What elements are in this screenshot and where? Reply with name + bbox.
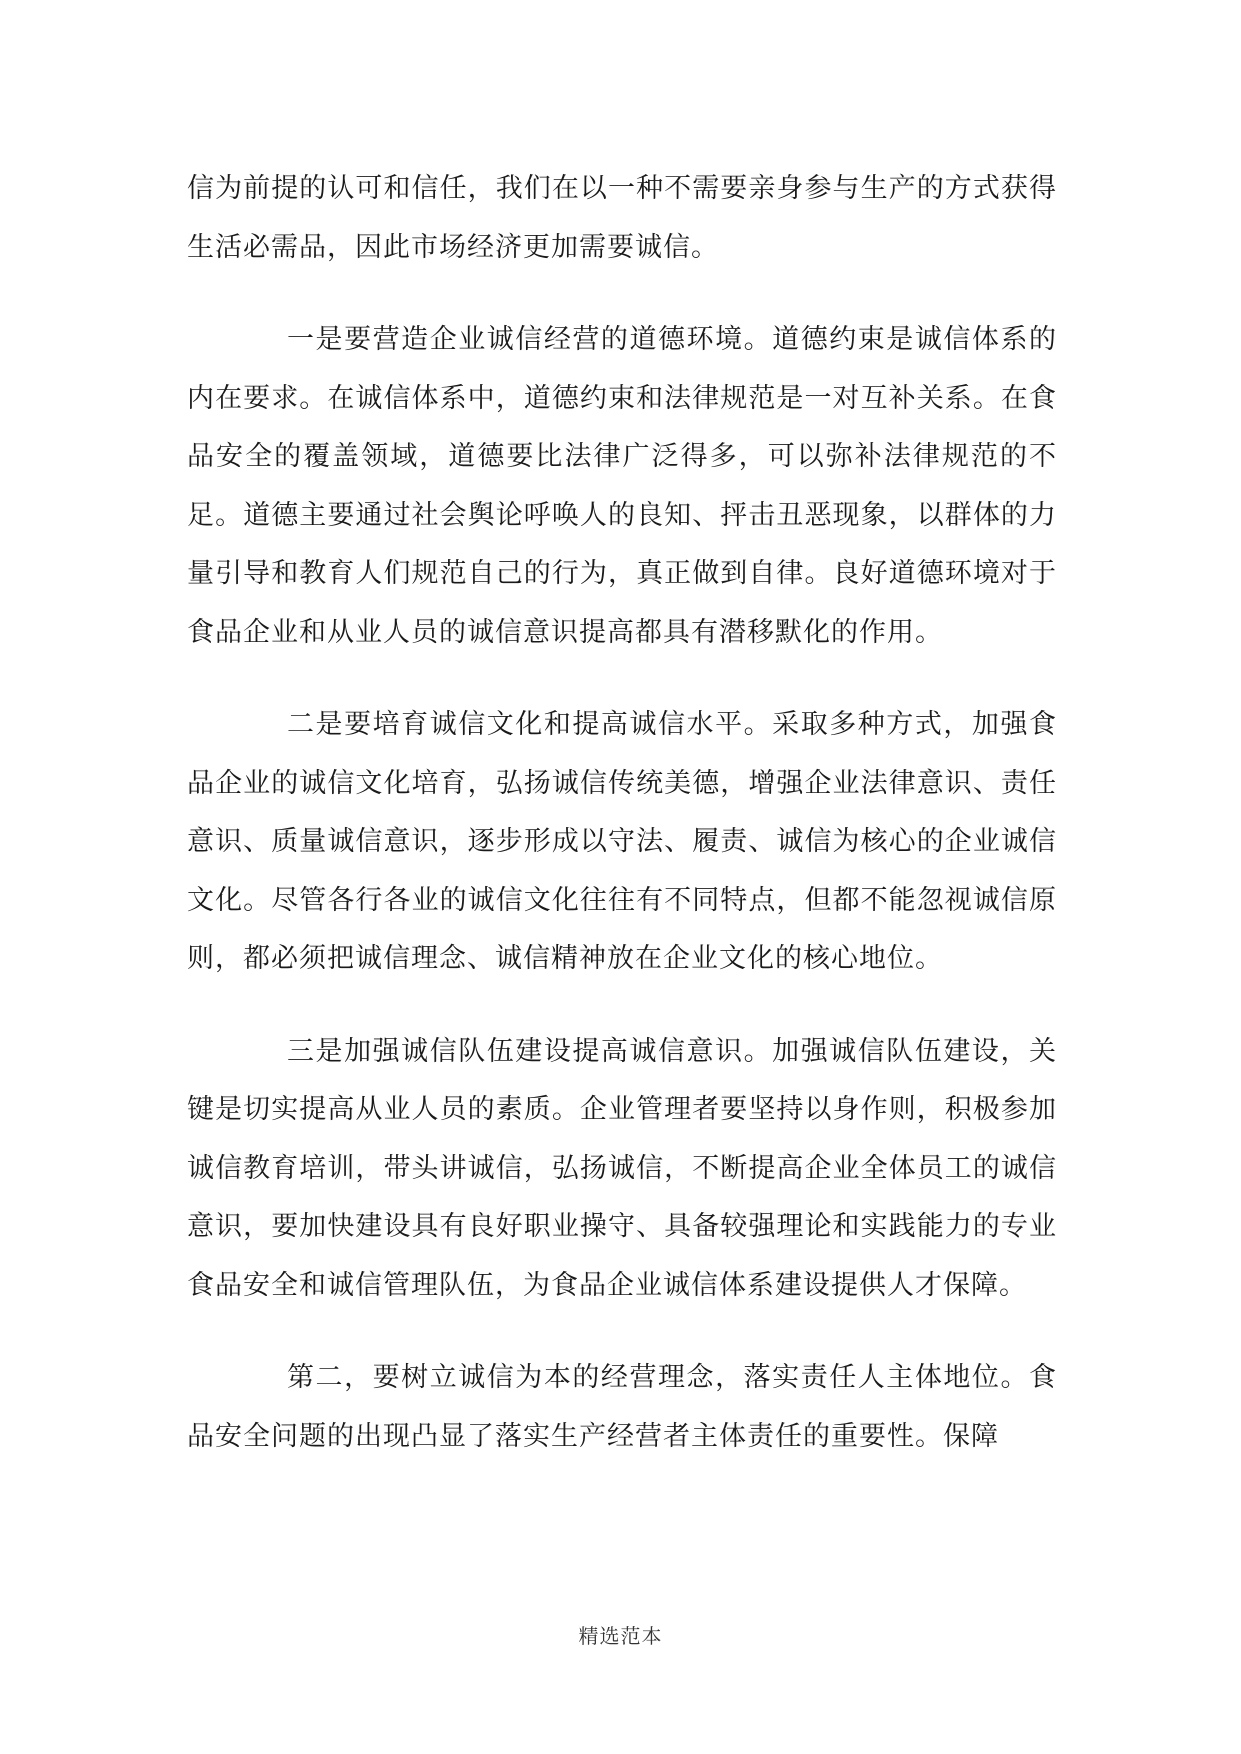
- document-body: [187, 160, 1057, 1500]
- paragraph-moral-environment: 一是要营造企业诚信经营的道德环境。道德约束是诚信体系的内在要求。在诚信体系中，道德约束和法律规范是一对互补关系。在食品安全的覆盖领域，道德要比法律广泛得多，可以弥补法律规范的不足。道德主要通过社会舆论呼唤人的良知、抨击丑恶现象，以群体的力量引导和教育人们规范自己的行为，真正做到自律。良好道德环境对于食品企业和从业人员的诚信意识提高都具有潜移默化的作用。: [187, 324, 1057, 648]
- paragraph-business-philosophy: 第二，要树立诚信为本的经营理念，落实责任人主体地位。食品安全问题的出现凸显了落实生产经营者主体责任的重要性。保障: [187, 1362, 1057, 1452]
- paragraph-integrity-culture: 二是要培育诚信文化和提高诚信水平。采取多种方式，加强食品企业的诚信文化培育，弘扬诚信传统美德，增强企业法律意识、责任意识、质量诚信意识，逐步形成以守法、履责、诚信为核心的企业诚信文化。尽管各行各业的诚信文化往往有不同特点，但都不能忽视诚信原则，都必须把诚信理念、诚信精神放在企业文化的核心地位。: [187, 709, 1057, 974]
- paragraph-integrity-team: 三是加强诚信队伍建设提高诚信意识。加强诚信队伍建设，关键是切实提高从业人员的素质。企业管理者要坚持以身作则，积极参加诚信教育培训，带头讲诚信，弘扬诚信，不断提高企业全体员工的诚信意识，要加快建设具有良好职业操守、具备较强理论和实践能力的专业食品安全和诚信管理队伍，为食品企业诚信体系建设提供人才保障。: [187, 1035, 1057, 1301]
- paragraph-continuation: 信为前提的认可和信任，我们在以一种不需要亲身参与生产的方式获得生活必需品，因此市场经济更加需要诚信。: [187, 173, 1057, 263]
- page-footer: 精选范本: [578, 1624, 663, 1648]
